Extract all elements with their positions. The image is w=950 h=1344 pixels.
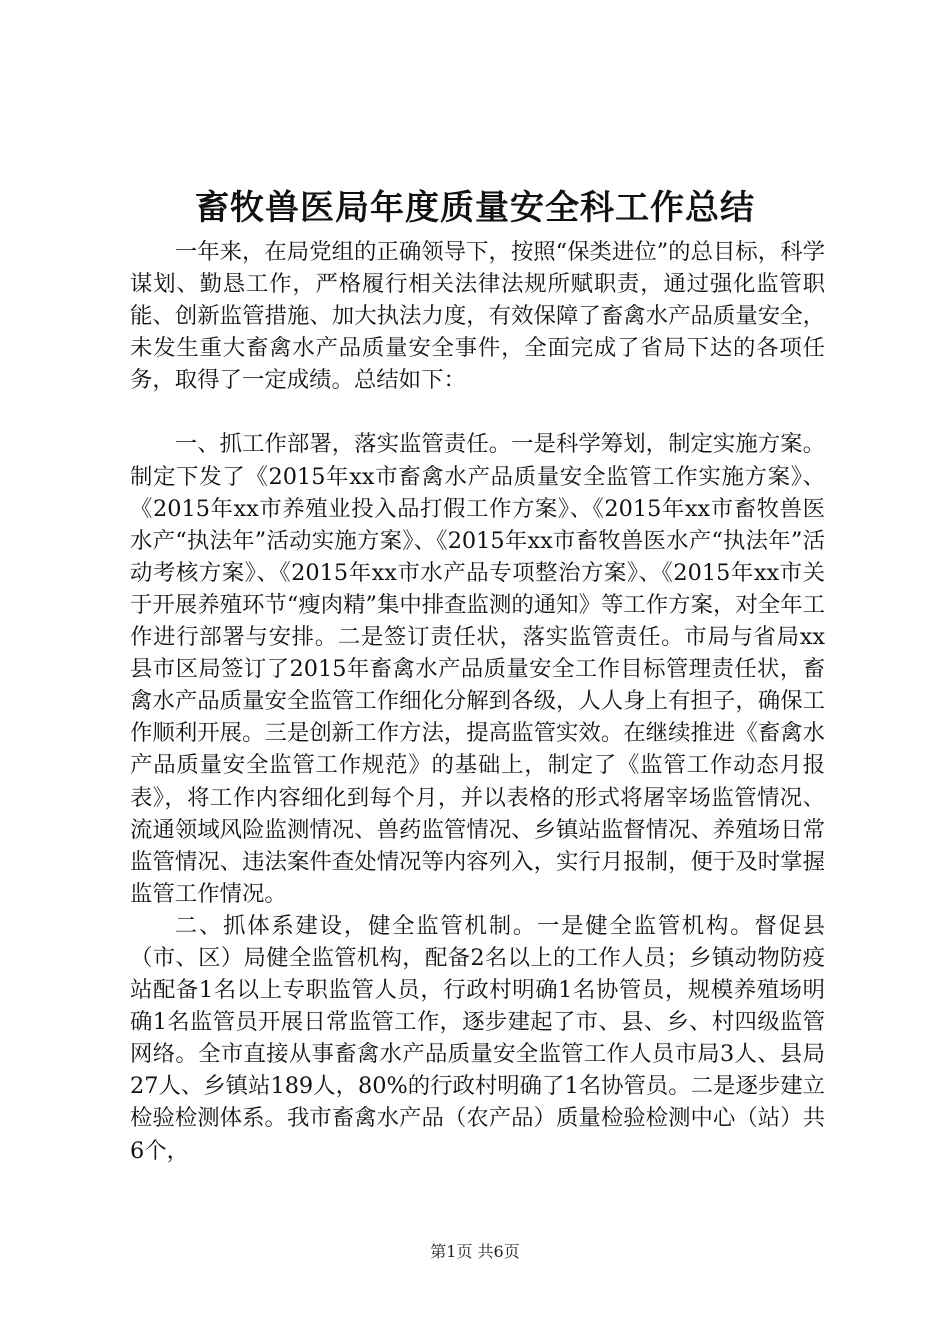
section-one-paragraph: 一、抓工作部署，落实监管责任。一是科学筹划，制定实施方案。制定下发了《2015年xx市畜禽水产品质量安全监管工作实施方案》、《2015年xx市养殖业投入品打假工作方案》、《2015年xx市畜牧兽医水产“执法年”活动实施方案》、《2015年xx市畜牧兽医水产“执法年”活动考核方案》、《2015年xx市水产品专项整治方案》、《2015年xx市关于开展养殖环节“瘦肉精”集中排查监测的通知》等工作方案，对全年工作进行部署与安排。二是签订责任状，落实监管责任。市局与省局xx县市区局签订了2015年畜禽水产品质量安全工作目标管理责任状，畜禽水产品质量安全监管工作细化分解到各级，人人身上有担子，确保工作顺利开展。三是创新工作方法，提高监管实效。在继续推进《畜禽水产品质量安全监管工作规范》的基础上，制定了《监管工作动态月报表》，将工作内容细化到每个月，并以表格的形式将屠宰场监管情况、流通领域风险监测情况、兽药监管情况、乡镇站监督情况、养殖场日常监管情况、违法案件查处情况等内容列入，实行月报制，便于及时掌握监管工作情况。 [130,431,825,907]
intro-paragraph: 一年来，在局党组的正确领导下，按照“保类进位”的总目标，科学谋划、勤恳工作，严格履行相关法律法规所赋职责，通过强化监管职能、创新监管措施、加大执法力度，有效保障了畜禽水产品质量安全，未发生重大畜禽水产品质量安全事件，全面完成了省局下达的各项任务，取得了一定成绩。总结如下： [130,239,825,394]
document-body [130,236,825,1167]
section-two-paragraph: 二、抓体系建设，健全监管机制。一是健全监管机构。督促县（市、区）局健全监管机构，配备2名以上的工作人员；乡镇动物防疫站配备1名以上专职监管人员，行政村明确1名协管员，规模养殖场明确1名监管员开展日常监管工作，逐步建起了市、县、乡、村四级监管网络。全市直接从事畜禽水产品质量安全监管工作人员市局3人、县局27人、乡镇站189人，80%的行政村明确了1名协管员。二是逐步建立检验检测体系。我市畜禽水产品（农产品）质量检验检测中心（站）共6个， [130,912,826,1164]
document-title: 畜牧兽医局年度质量安全科工作总结 [195,188,755,228]
page-number: 第1页 共6页 [430,1242,520,1261]
